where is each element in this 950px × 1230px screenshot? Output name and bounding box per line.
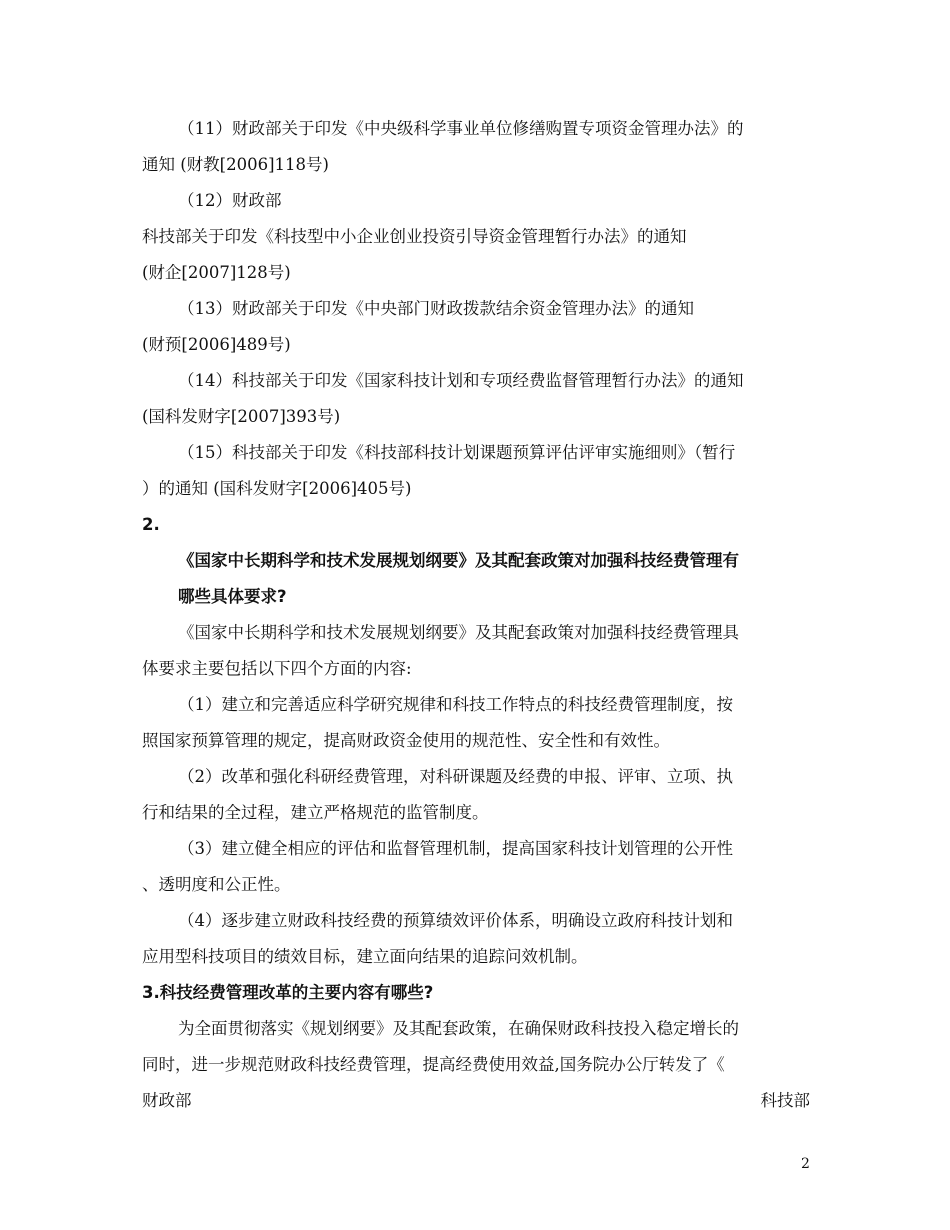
text-ministry-finance: 财政部 [142, 1091, 192, 1110]
requirement-3-cont: 、透明度和公正性。 [142, 875, 291, 894]
list-item-12: （12）财政部 [178, 191, 282, 210]
paragraph-section-3-cont: 同时，进一步规范财政科技经费管理，提高经费使用效益,国务院办公厅转发了《 [142, 1055, 725, 1074]
section-3-heading: 3.科技经费管理改革的主要内容有哪些? [142, 983, 434, 1002]
section-2-number: 2. [142, 515, 160, 534]
requirement-1: （1）建立和完善适应科学研究规律和科技工作特点的科技经费管理制度，按 [178, 695, 733, 714]
list-item-15-cont: ）的通知 (国科发财字[2006]405号) [142, 479, 412, 498]
section-2-heading-cont: 哪些具体要求? [178, 587, 287, 606]
list-item-12-cont: 科技部关于印发《科技型中小企业创业投资引导资金管理暂行办法》的通知 [142, 227, 687, 246]
list-item-11: （11）财政部关于印发《中央级科学事业单位修缮购置专项资金管理办法》的 [178, 119, 744, 138]
list-item-13-ref: (财预[2006]489号) [142, 335, 291, 354]
list-item-14-ref: (国科发财字[2007]393号) [142, 407, 341, 426]
requirement-4: （4）逐步建立财政科技经费的预算绩效评价体系，明确设立政府科技计划和 [178, 911, 733, 930]
section-2-heading: 《国家中长期科学和技术发展规划纲要》及其配套政策对加强科技经费管理有 [178, 551, 739, 570]
requirement-4-cont: 应用型科技项目的绩效目标，建立面向结果的追踪问效机制。 [142, 947, 588, 966]
paragraph-section-3: 为全面贯彻落实《规划纲要》及其配套政策，在确保财政科技投入稳定增长的 [178, 1019, 739, 1038]
list-item-14: （14）科技部关于印发《国家科技计划和专项经费监督管理暂行办法》的通知 [178, 371, 744, 390]
paragraph-section-3-end [142, 1083, 810, 1119]
list-item-15: （15）科技部关于印发《科技部科技计划课题预算评估评审实施细则》（暂行 [178, 443, 736, 462]
list-item-13: （13）财政部关于印发《中央部门财政拨款结余资金管理办法》的通知 [178, 299, 694, 318]
requirement-2-cont: 行和结果的全过程，建立严格规范的监管制度。 [142, 803, 489, 822]
requirement-3: （3）建立健全相应的评估和监督管理机制，提高国家科技计划管理的公开性 [178, 839, 733, 858]
list-item-12-ref: (财企[2007]128号) [142, 263, 291, 282]
requirement-1-cont: 照国家预算管理的规定，提高财政资金使用的规范性、安全性和有效性。 [142, 731, 670, 750]
page-number: 2 [801, 1156, 810, 1172]
document-body [142, 111, 810, 1119]
list-item-11-cont: 通知 (财教[2006]118号) [142, 155, 329, 174]
paragraph-intro: 《国家中长期科学和技术发展规划纲要》及其配套政策对加强科技经费管理具 [178, 623, 739, 642]
text-ministry-science: 科技部 [760, 1091, 810, 1110]
paragraph-intro-cont: 体要求主要包括以下四个方面的内容: [142, 659, 412, 678]
requirement-2: （2）改革和强化科研经费管理，对科研课题及经费的申报、评审、立项、执 [178, 767, 733, 786]
